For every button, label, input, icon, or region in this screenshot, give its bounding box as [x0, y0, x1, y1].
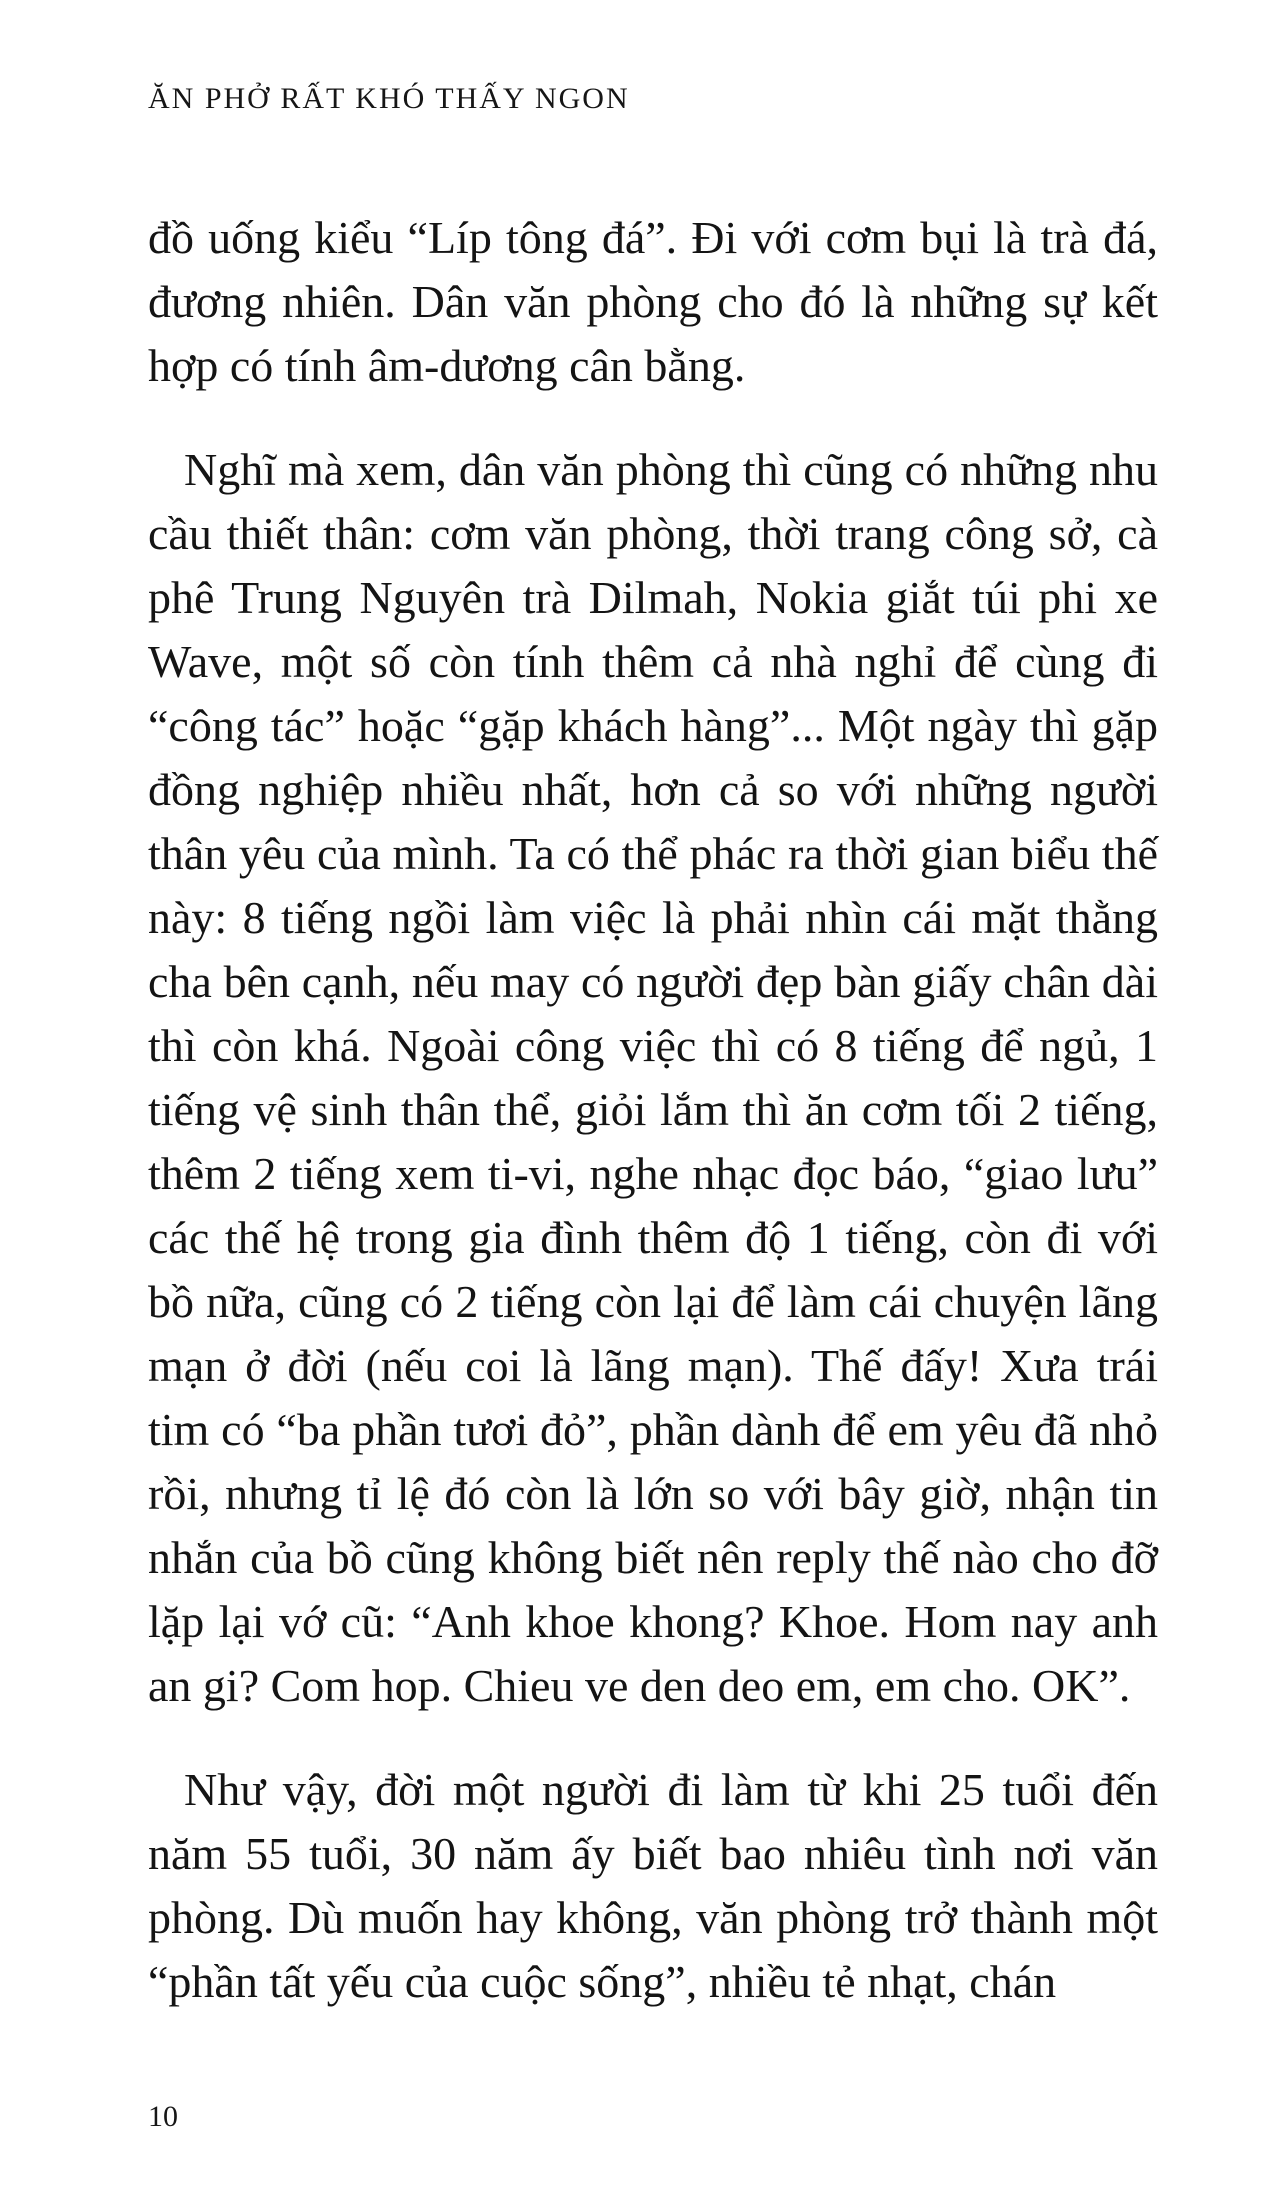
body-text	[148, 206, 1158, 2014]
paragraph-continued: đồ uống kiểu “Líp tông đá”. Đi với cơm bụi là trà đá, đương nhiên. Dân văn phòng cho đó là những sự kết hợp có tính âm-dương cân bằng.	[148, 212, 1158, 391]
running-head: ĂN PHỞ RẤT KHÓ THẤY NGON	[148, 82, 630, 115]
paragraph: Nghĩ mà xem, dân văn phòng thì cũng có những nhu cầu thiết thân: cơm văn phòng, thời trang công sở, cà phê Trung Nguyên trà Dilmah, Nokia giắt túi phi xe Wave, một số còn tính thêm cả nhà nghỉ để cùng đi “công tác” hoặc “gặp khách hàng”... Một ngày thì gặp đồng nghiệp nhiều nhất, hơn cả so với những người thân yêu của mình. Ta có thể phác ra thời gian biểu thế này: 8 tiếng ngồi làm việc là phải nhìn cái mặt thằng cha bên cạnh, nếu may có người đẹp bàn giấy chân dài thì còn khá. Ngoài công việc thì có 8 tiếng để ngủ, 1 tiếng vệ sinh thân thể, giỏi lắm thì ăn cơm tối 2 tiếng, thêm 2 tiếng xem ti-vi, nghe nhạc đọc báo, “giao lưu” các thế hệ trong gia đình thêm độ 1 tiếng, còn đi với bồ nữa, cũng có 2 tiếng còn lại để làm cái chuyện lãng mạn ở đời (nếu coi là lãng mạn). Thế đấy! Xưa trái tim có “ba phần tươi đỏ”, phần dành để em yêu đã nhỏ rồi, nhưng tỉ lệ đó còn là lớn so với bây giờ, nhận tin nhắn của bồ cũng không biết nên reply thế nào cho đỡ lặp lại vớ cũ: “Anh khoe khong? Khoe. Hom nay anh an gi? Com hop. Chieu ve den deo em, em cho. OK”.	[148, 444, 1158, 1711]
paragraph: Như vậy, đời một người đi làm từ khi 25 tuổi đến năm 55 tuổi, 30 năm ấy biết bao nhiêu tình nơi văn phòng. Dù muốn hay không, văn phòng trở thành một “phần tất yếu của cuộc sống”, nhiều tẻ nhạt, chán	[148, 1764, 1158, 2007]
page-number: 10	[148, 2100, 178, 2133]
